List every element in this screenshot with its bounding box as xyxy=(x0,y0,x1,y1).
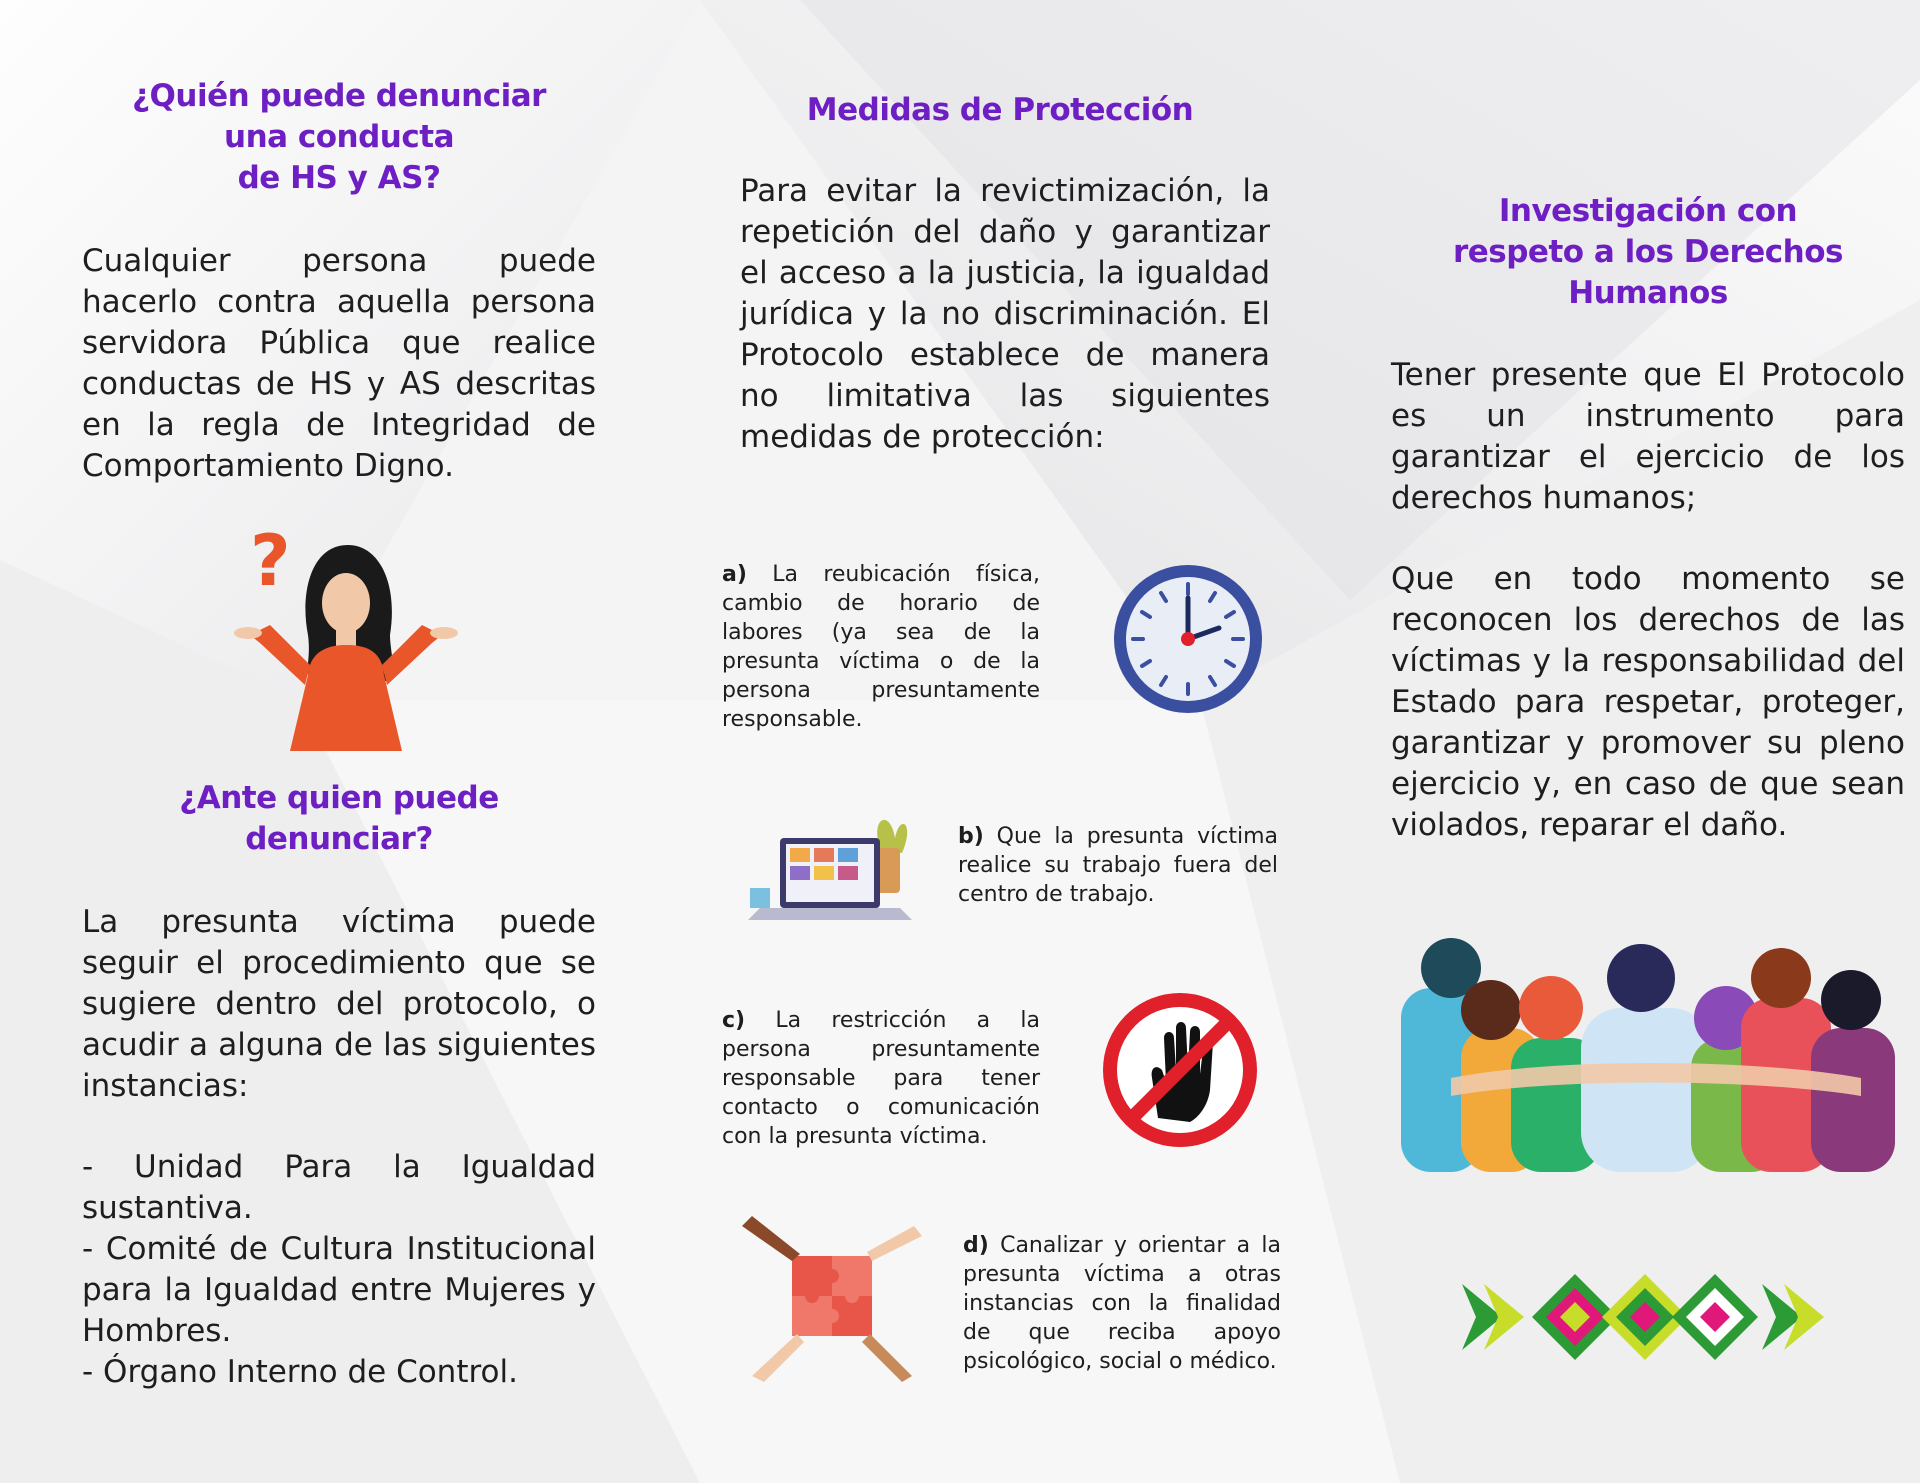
before-whom-text: La presunta víctima puede seguir el procedimiento que se sugiere dentro del protocolo, o acudir a alguna de las siguientes instancias: xyxy=(82,904,596,1104)
puzzle-hands-icon xyxy=(742,1216,922,1382)
institutions-list xyxy=(82,1147,596,1393)
confused-woman-icon xyxy=(230,525,460,751)
human-rights-text-1: Tener presente que El Protocolo es un instrumento para garantizar el ejercicio de los derechos humanos; xyxy=(1391,357,1905,516)
list-item: - Comité de Cultura Institucional para la Igualdad entre Mujeres y Hombres. xyxy=(82,1231,596,1349)
protection-measures-intro: Para evitar la revictimización, la repetición del daño y garantizar el acceso a la justicia, la igualdad jurídica y la no discriminación. El Protocolo establece de manera no limitativa las siguientes medidas de protección: xyxy=(740,173,1270,455)
group-hug-icon xyxy=(1391,928,1905,1172)
laptop-videocall-icon xyxy=(730,808,930,938)
human-rights-heading: Investigación con respeto a los Derechos Humanos xyxy=(1452,193,1844,311)
list-item: - Órgano Interno de Control. xyxy=(82,1354,518,1390)
clock-icon xyxy=(1111,562,1265,716)
before-whom-heading: ¿Ante quien puede denunciar? xyxy=(179,780,499,857)
svg-text:?: ? xyxy=(250,525,291,602)
list-item: - Unidad Para la Igualdad sustantiva. xyxy=(82,1149,596,1226)
who-can-report-text: Cualquier persona puede hacerlo contra aquella persona servidora Pública que realice conductas de HS y AS descritas en la regla de Integridad de Comportamiento Digno. xyxy=(82,243,596,484)
measure-d: d) Canalizar y orientar a la presunta víctima a otras instancias con la finalidad de que reciba apoyo psicológico, social o médico. xyxy=(963,1233,1281,1374)
measure-c: c) La restricción a la persona presuntamente responsable para tener contacto o comunicación con la presunta víctima. xyxy=(722,1008,1041,1149)
measure-b: b) Que la presunta víctima realice su trabajo fuera del centro de trabajo. xyxy=(958,824,1279,907)
who-can-report-heading: ¿Quién puede denunciar una conducta de HS y AS? xyxy=(132,78,546,196)
measure-a: a) La reubicación física, cambio de horario de labores (ya sea de la presunta víctima o de la persona presuntamente responsable. xyxy=(722,562,1040,732)
human-rights-text-2: Que en todo momento se reconocen los derechos de las víctimas y la responsabilidad del Estado para respetar, proteger, garantizar y promover su pleno ejercicio y, en caso de que sean violados, reparar el daño. xyxy=(1391,561,1905,843)
geometric-pattern-logo xyxy=(1462,1274,1828,1360)
stop-hand-icon xyxy=(1100,990,1260,1150)
protection-measures-heading: Medidas de Protección xyxy=(806,92,1194,128)
